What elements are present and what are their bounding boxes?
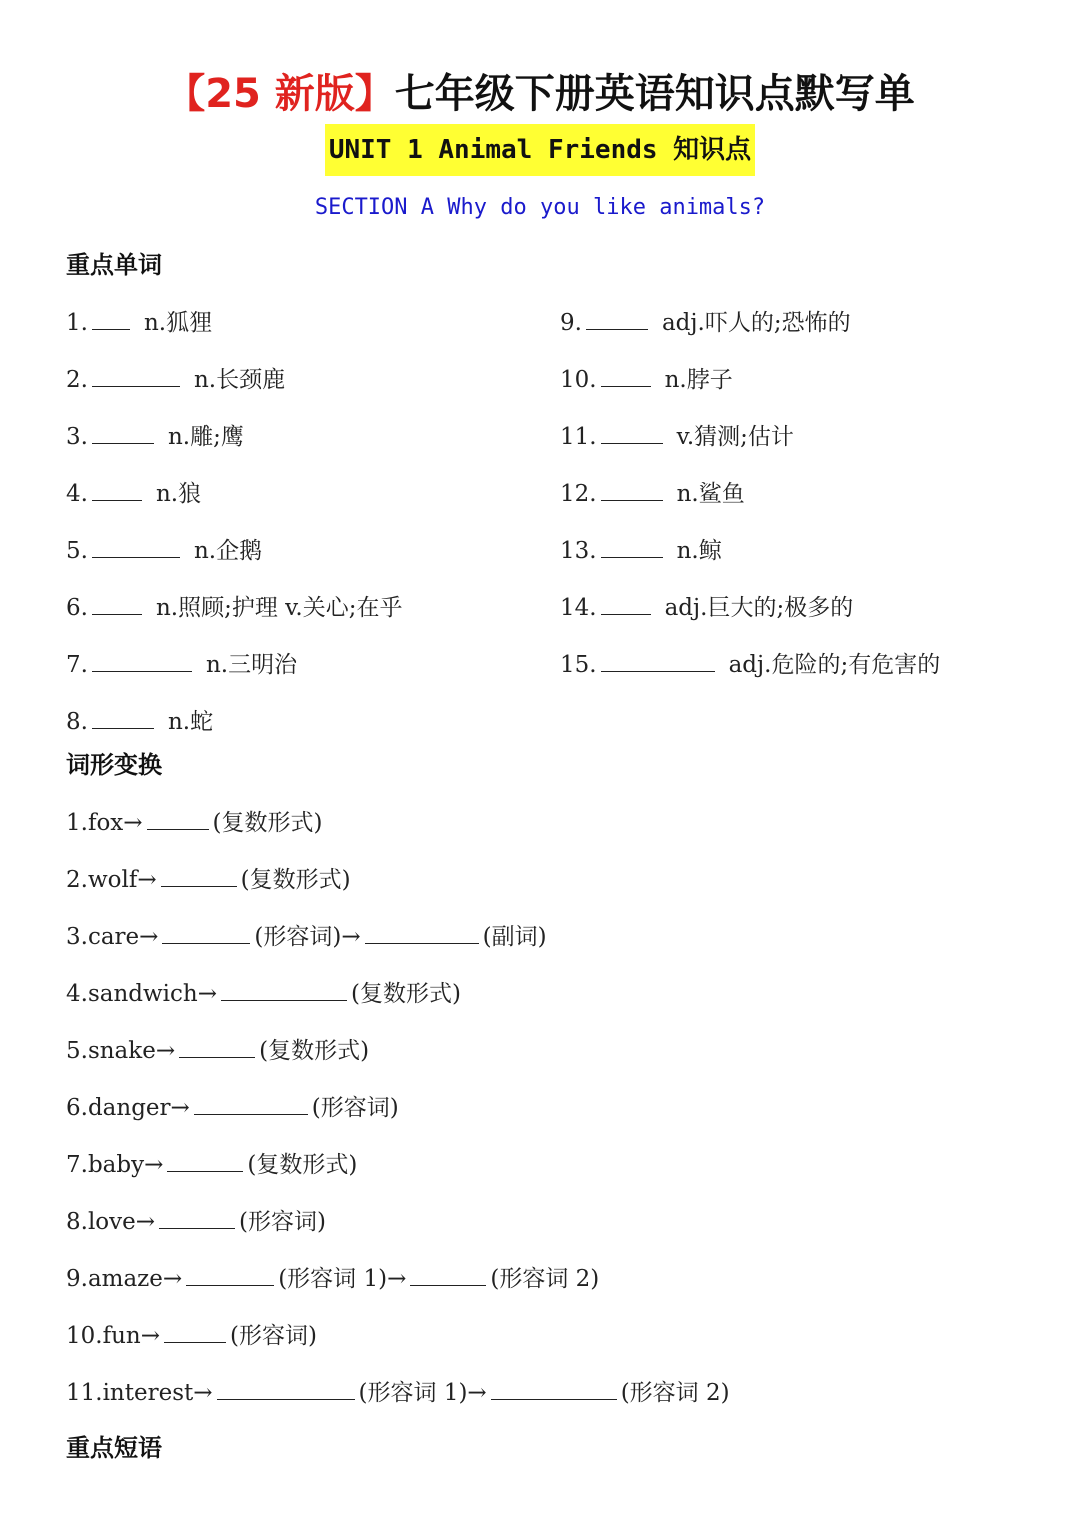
vocab-item: 4. n.狼: [66, 476, 201, 511]
answer-blank[interactable]: [194, 1090, 308, 1115]
word-form-item: 8.love→ (形容词): [66, 1204, 326, 1239]
word-form-item: 7.baby→ (复数形式): [66, 1147, 357, 1182]
word-form-item: 1.fox→ (复数形式): [66, 805, 323, 840]
vocab-item: 14. adj.巨大的;极多的: [560, 590, 853, 625]
vocab-item: 1. n.狐狸: [66, 305, 212, 340]
heading-key-words: 重点单词: [66, 251, 162, 279]
word-form-item: 9.amaze→ (形容词 1)→ (形容词 2): [66, 1261, 599, 1296]
vocab-item: 10. n.脖子: [560, 362, 733, 397]
word-form-item: 4.sandwich→ (复数形式): [66, 976, 461, 1011]
vocab-item: 3. n.雕;鹰: [66, 419, 244, 454]
answer-blank[interactable]: [217, 1375, 355, 1400]
unit-banner: [0, 124, 1080, 176]
word-form-item: 3.care→ (形容词)→ (副词): [66, 919, 547, 954]
answer-blank[interactable]: [161, 862, 237, 887]
unit-title: UNIT 1 Animal Friends 知识点: [325, 124, 755, 176]
answer-blank[interactable]: [601, 647, 715, 672]
vocab-item: 11. v.猜测;估计: [560, 419, 794, 454]
vocab-item: 12. n.鲨鱼: [560, 476, 745, 511]
word-form-item: 6.danger→ (形容词): [66, 1090, 399, 1125]
answer-blank[interactable]: [92, 590, 142, 615]
title-main: 七年级下册英语知识点默写单: [394, 71, 915, 117]
word-form-item: 5.snake→ (复数形式): [66, 1033, 369, 1068]
vocab-item: 2. n.长颈鹿: [66, 362, 285, 397]
answer-blank[interactable]: [601, 362, 651, 387]
answer-blank[interactable]: [179, 1033, 255, 1058]
answer-blank[interactable]: [164, 1318, 226, 1343]
answer-blank[interactable]: [586, 305, 648, 330]
vocab-item: 13. n.鲸: [560, 533, 722, 568]
answer-blank[interactable]: [92, 476, 142, 501]
vocab-item: 15. adj.危险的;有危害的: [560, 647, 940, 682]
answer-blank[interactable]: [601, 476, 663, 501]
answer-blank[interactable]: [92, 305, 130, 330]
word-form-item: 11.interest→ (形容词 1)→ (形容词 2): [66, 1375, 730, 1410]
heading-key-phrases: 重点短语: [66, 1434, 162, 1462]
answer-blank[interactable]: [92, 419, 154, 444]
answer-blank[interactable]: [92, 533, 180, 558]
title-edition: 【25 新版】: [165, 71, 395, 117]
answer-blank[interactable]: [601, 590, 651, 615]
heading-word-forms: 词形变换: [66, 751, 162, 779]
page-title: [0, 64, 1080, 124]
answer-blank[interactable]: [221, 976, 347, 1001]
vocab-item: 6. n.照顾;护理 v.关心;在乎: [66, 590, 402, 625]
vocab-item: 5. n.企鹅: [66, 533, 262, 568]
answer-blank[interactable]: [162, 919, 250, 944]
vocab-item: 9. adj.吓人的;恐怖的: [560, 305, 851, 340]
answer-blank[interactable]: [147, 805, 209, 830]
answer-blank[interactable]: [92, 647, 192, 672]
word-form-item: 2.wolf→ (复数形式): [66, 862, 351, 897]
answer-blank[interactable]: [601, 533, 663, 558]
word-form-item: 10.fun→ (形容词): [66, 1318, 317, 1353]
answer-blank[interactable]: [410, 1261, 486, 1286]
answer-blank[interactable]: [92, 362, 180, 387]
answer-blank[interactable]: [491, 1375, 617, 1400]
answer-blank[interactable]: [159, 1204, 235, 1229]
answer-blank[interactable]: [601, 419, 663, 444]
section-title: SECTION A Why do you like animals?: [314, 195, 766, 220]
answer-blank[interactable]: [167, 1147, 243, 1172]
vocab-item: 7. n.三明治: [66, 647, 297, 682]
vocab-item: 8. n.蛇: [66, 704, 213, 739]
answer-blank[interactable]: [365, 919, 479, 944]
answer-blank[interactable]: [186, 1261, 274, 1286]
answer-blank[interactable]: [92, 704, 154, 729]
